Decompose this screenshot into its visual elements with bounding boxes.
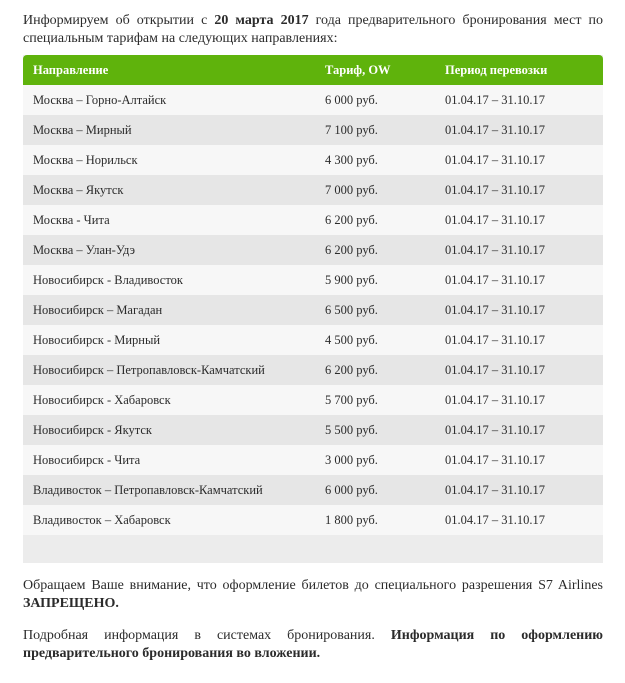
direction-cell: Москва – Улан-Удэ [33,243,135,257]
period-cell: 01.04.17 – 31.10.17 [445,483,545,497]
tariff-cell: 4 300 руб. [325,153,378,167]
table-row [23,295,603,325]
direction-cell: Новосибирск - Хабаровск [33,393,171,407]
period-cell: 01.04.17 – 31.10.17 [445,303,545,317]
tariff-cell: 5 900 руб. [325,273,378,287]
period-cell: 01.04.17 – 31.10.17 [445,513,545,527]
period-cell: 01.04.17 – 31.10.17 [445,363,545,377]
intro-text-end: года предварительного бронирования мест по специальным тарифам на следующих направлениях: [23,13,603,46]
tariff-cell: 6 500 руб. [325,303,378,317]
period-cell: 01.04.17 – 31.10.17 [445,243,545,257]
tariff-cell: 1 800 руб. [325,513,378,527]
table-row [23,265,603,295]
period-cell: 01.04.17 – 31.10.17 [445,453,545,467]
direction-cell: Новосибирск - Чита [33,453,141,467]
intro-date: 20 марта 2017 [214,13,309,28]
period-cell: 01.04.17 – 31.10.17 [445,153,545,167]
tariff-cell: 4 500 руб. [325,333,378,347]
direction-cell: Новосибирск – Петропавловск-Камчатский [33,363,265,377]
direction-cell: Москва - Чита [33,213,110,227]
tariff-cell: 5 500 руб. [325,423,378,437]
direction-cell: Владивосток – Петропавловск-Камчатский [33,483,263,497]
tariff-cell: 7 100 руб. [325,123,378,137]
period-cell: 01.04.17 – 31.10.17 [445,333,545,347]
period-cell: 01.04.17 – 31.10.17 [445,393,545,407]
table-header [23,55,603,85]
tariff-cell: 6 000 руб. [325,93,378,107]
tariff-cell: 5 700 руб. [325,393,378,407]
direction-cell: Москва – Якутск [33,183,124,197]
period-cell: 01.04.17 – 31.10.17 [445,123,545,137]
intro-text-start: Информируем об открытии с [23,13,215,28]
table-row [23,325,603,355]
table-row [23,145,603,175]
table-row [23,385,603,415]
notice-paragraph [23,577,603,613]
table-body [23,85,603,535]
table-row [23,445,603,475]
table-row [23,415,603,445]
notice-text: Обращаем Ваше внимание, что оформление билетов до специального разрешения S7 Airlines [23,578,603,593]
direction-cell: Новосибирск - Мирный [33,333,161,347]
tariff-cell: 7 000 руб. [325,183,378,197]
table-row [23,85,603,115]
tariff-cell: 6 200 руб. [325,243,378,257]
direction-cell: Новосибирск – Магадан [33,303,163,317]
tariff-cell: 6 000 руб. [325,483,378,497]
direction-cell: Новосибирск - Якутск [33,423,152,437]
tariff-table [23,55,603,563]
table-row [23,505,603,535]
header-period: Период перевозки [445,63,548,77]
intro-paragraph [23,12,603,48]
direction-cell: Москва – Норильск [33,153,138,167]
period-cell: 01.04.17 – 31.10.17 [445,273,545,287]
period-cell: 01.04.17 – 31.10.17 [445,213,545,227]
direction-cell: Москва – Мирный [33,123,132,137]
period-cell: 01.04.17 – 31.10.17 [445,183,545,197]
tariff-cell: 6 200 руб. [325,213,378,227]
period-cell: 01.04.17 – 31.10.17 [445,93,545,107]
info-text: Подробная информация в системах бронирования. [23,628,391,643]
attachment-info: Информация по оформлению предварительного бронирования во вложении. [23,628,603,661]
info-paragraph [23,627,603,663]
table-row [23,475,603,505]
tariff-cell: 3 000 руб. [325,453,378,467]
direction-cell: Новосибирск - Владивосток [33,273,183,287]
tariff-cell: 6 200 руб. [325,363,378,377]
notice-emphasis: ЗАПРЕЩЕНО. [23,596,119,611]
header-tariff: Тариф, OW [325,63,391,77]
period-cell: 01.04.17 – 31.10.17 [445,423,545,437]
direction-cell: Владивосток – Хабаровск [33,513,171,527]
table-row [23,235,603,265]
direction-cell: Москва – Горно-Алтайск [33,93,167,107]
header-direction: Направление [33,63,109,77]
table-row [23,115,603,145]
table-row [23,175,603,205]
table-row [23,205,603,235]
table-row [23,355,603,385]
